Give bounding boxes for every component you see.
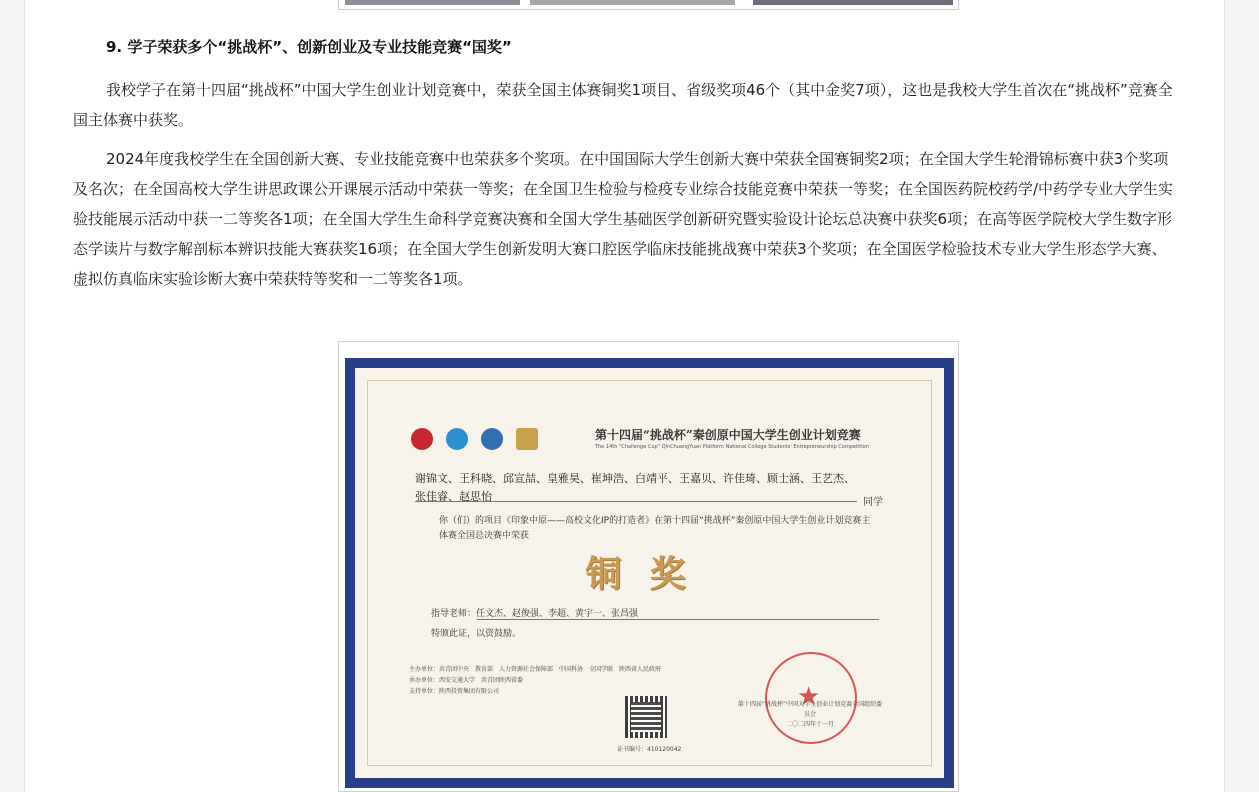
- organizer-undertaker: 承办单位：西安交通大学 共青团陕西省委: [409, 677, 524, 684]
- award-level: 铜奖: [585, 553, 714, 595]
- section-heading: 9. 学子荣获多个“挑战杯”、创新创业及专业技能竞赛“国奖”: [106, 38, 512, 56]
- paragraph-awards-2024: 2024年度我校学生在全国创新大赛、专业技能竞赛中也荣获多个奖项。在中国国际大学生创新大赛中荣获全国赛铜奖2项；在全国大学生轮滑锦标赛中获3个奖项及名次；在全国高校大学生讲思政课公开课展示活动中荣获一等奖；在全国卫生检验与检疫专业综合技能竞赛中荣获一等奖；在全国医药院校药学/中药学专业大学生实验技能展示活动中获一二等奖各1项；在全国大学生生命科学竞赛决赛和全国大学生基础医学创新研究暨实验设计论坛总决赛中获奖6项；在高等医学院校大学生数字形态学读片与数字解剖标本辨识技能大赛获奖16项；在全国大学生创新发明大赛口腔医学临床技能挑战赛中荣获3个奖项；在全国医学检验技术专业大学生形态学大赛、虚拟仿真临床实验诊断大赛中荣获特等奖和一二等奖各1项。: [73, 150, 1174, 288]
- logo-row: [411, 428, 546, 454]
- challenge-cup-logo-icon: [516, 428, 538, 450]
- organizer-host: 主办单位：共青团中央 教育部 人力资源社会保障部 中国科协 全国学联 陕西省人民政府: [409, 666, 662, 673]
- organizer-supporter: 支持单位：陕西投资集团有限公司: [409, 688, 500, 695]
- recipient-names: 谢锦文、王科晓、邱宣喆、皇雅昊、崔坤浩、白靖平、王嘉贝、许佳琦、顾士涵、王艺杰、张佳睿、赵思怡: [415, 472, 855, 503]
- certificate-title: 第十四届“挑战杯”秦创原中国大学生创业计划竞赛: [595, 428, 861, 442]
- certificate-paper: [355, 368, 944, 778]
- article-content: [73, 36, 1176, 303]
- advisor-row: [431, 606, 638, 619]
- certificate-image: [338, 341, 959, 792]
- certificate-frame: [345, 358, 954, 788]
- official-seal-icon: ★: [765, 652, 857, 744]
- advisor-names: 任文杰、赵俊强、李超、黄宇一、张昌强: [476, 609, 639, 619]
- previous-photo-bottom-edge: [338, 0, 959, 10]
- organizers: [409, 664, 661, 697]
- certificate-note: 特颁此证，以资鼓励。: [431, 629, 522, 639]
- education-logo-icon: [481, 428, 503, 450]
- photo-strip: [345, 0, 520, 5]
- qr-code-icon: [625, 696, 667, 738]
- certificate-subtitle: The 14th "Challenge Cup" QinChuangYuan Platform National College Students' Entrepreneurship Competition: [595, 444, 869, 450]
- photo-strip: [530, 0, 735, 5]
- certificate-number: 证书编号：410120042: [617, 746, 682, 753]
- youth-league-logo-icon: [411, 428, 433, 450]
- seal-date: 二〇二四年十一月: [785, 721, 834, 728]
- names-underline: [415, 501, 857, 502]
- article-card: [24, 0, 1225, 792]
- seal-organization: 第十四届“挑战杯”中国大学生创业计划竞赛全国组织委员会: [737, 701, 883, 718]
- science-logo-icon: [446, 428, 468, 450]
- advisor-label: 指导老师：: [431, 609, 477, 619]
- project-statement: 你（们）的项目《印象中原——高校文化IP的打造者》在第十四届“挑战杯”秦创原中国大学生创业计划竞赛主体赛全国总决赛中荣获: [439, 516, 871, 541]
- recipient-suffix: 同学: [863, 497, 883, 508]
- photo-strip: [753, 0, 953, 5]
- seal-caption: [735, 700, 885, 730]
- advisor-underline: [477, 619, 879, 620]
- paragraph-challenge-cup: 我校学子在第十四届“挑战杯”中国大学生创业计划竞赛中，荣获全国主体赛铜奖1项目、省级奖项46个（其中金奖7项），这也是我校大学生首次在“挑战杯”竞赛全国主体赛中获奖。: [73, 81, 1173, 129]
